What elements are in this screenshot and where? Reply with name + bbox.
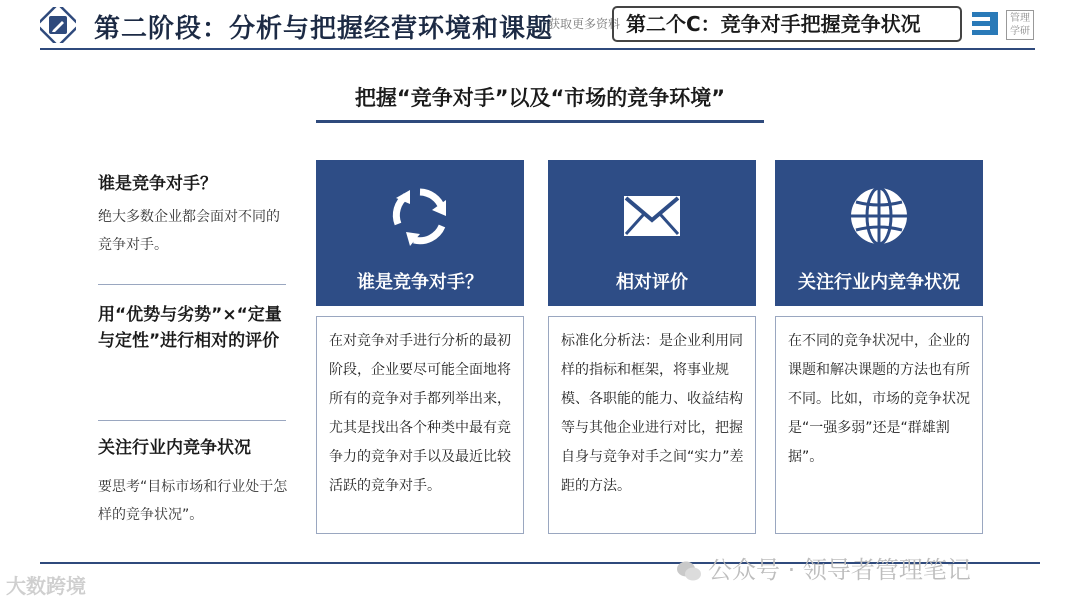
card-header-industry-competition: [775, 160, 983, 306]
watermark-text: 获取更多资料: [548, 17, 621, 31]
brand-logo-icon: [970, 9, 1000, 39]
envelope-icon: [620, 184, 684, 248]
globe-icon: [847, 184, 911, 248]
header-bar: [0, 0, 1080, 52]
card-header-competitors: [316, 160, 524, 306]
recycle-arrows-icon: [388, 184, 452, 248]
card-title: 关注行业内竞争状况: [798, 272, 960, 293]
public-account-watermark: [676, 550, 971, 585]
section-heading: 把握“竞争对手”以及“市场的竞争环境”: [354, 86, 726, 110]
corner-watermark: 大数跨境: [6, 574, 86, 598]
wechat-icon: [676, 560, 702, 582]
card-title: 谁是竞争对手？: [357, 272, 483, 293]
card-header-relative-evaluation: [548, 160, 756, 306]
left-question-1: 谁是竞争对手？: [98, 174, 217, 194]
left-question-3: 关注行业内竞争状况: [98, 438, 251, 458]
page-title: 第二阶段：分析与把握经营环境和课题: [94, 14, 554, 44]
left-divider: [98, 420, 286, 421]
edit-icon: [40, 7, 76, 43]
card-body-competitors: 在对竞争对手进行分析的最初阶段，企业要尽可能全面地将所有的竞争对手都列举出来，尤其是找出各个种类中最有竞争力的竞争对手以及最近比较活跃的竞争对手。: [316, 316, 524, 534]
card-body-relative-evaluation: 标准化分析法：是企业利用同样的指标和框架，将事业规模、各职能的能力、收益结构等与其他企业进行对比，把握自身与竞争对手之间“实力”差距的方法。: [548, 316, 756, 534]
header-divider: [40, 48, 1035, 50]
left-answer-3: 要思考“目标市场和行业处于怎样的竞争状况”。: [98, 479, 288, 523]
subtitle-box: 第二个C：竞争对手把握竞争状况: [612, 6, 962, 42]
card-body-industry-competition: 在不同的竞争状况中，企业的课题和解决课题的方法也有所不同。比如，市场的竞争状况是“一强多弱”还是“群雄割据”。: [775, 316, 983, 534]
card-title: 相对评价: [616, 272, 688, 293]
left-divider: [98, 284, 286, 285]
left-answer-1: 绝大多数企业都会面对不同的竞争对手。: [98, 209, 280, 253]
left-question-2: 用“优势与劣势”×“定量与定性”进行相对的评价: [98, 305, 282, 351]
public-account-text: 公众号 · 领导者管理笔记: [708, 556, 971, 584]
brand-stamp: 管理 学研: [1006, 10, 1034, 40]
section-heading-rule: [316, 120, 764, 123]
